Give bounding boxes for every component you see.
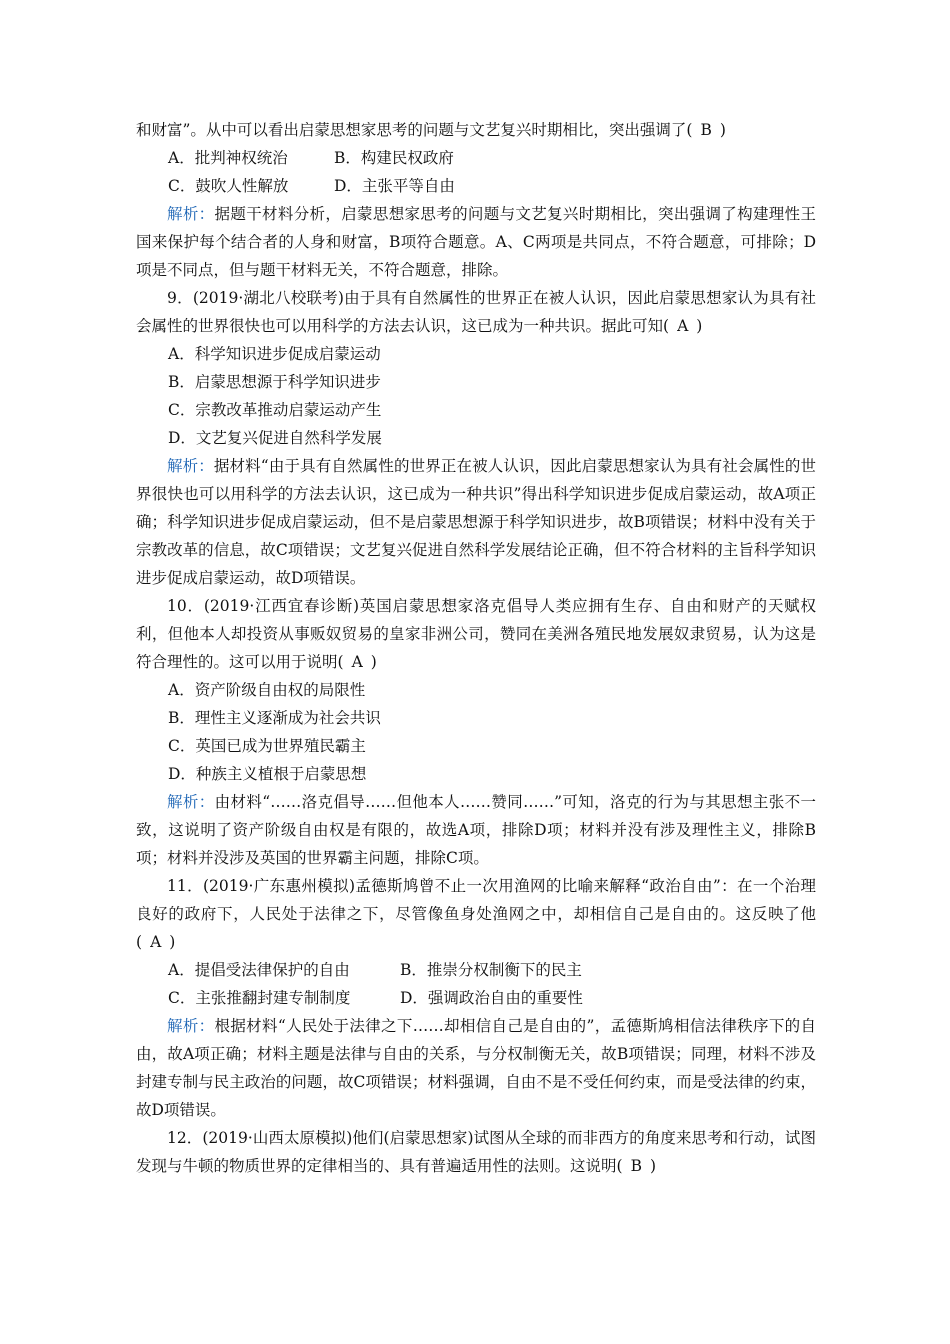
q11-analysis	[136, 1012, 816, 1124]
q8-close: )	[719, 121, 726, 139]
q12-close: )	[649, 1157, 657, 1175]
q9-option-b: B．启蒙思想源于科学知识进步	[168, 373, 381, 391]
q9-answer: A	[677, 317, 689, 335]
q11-options-row-2	[136, 984, 816, 1012]
q8-analysis	[136, 200, 816, 284]
q8-analysis-text: 据题干材料分析，启蒙思想家思考的问题与文艺复兴时期相比，突出强调了构建理性王国来保护每个结合者的人身和财富，B项符合题意。A、C两项是共同点，不符合题意，可排除；D项是不同点，但与题干材料无关，不符合题意，排除。	[136, 205, 816, 279]
q11-option-a: A．提倡受法律保护的自由	[168, 961, 350, 979]
q10-option-b: B．理性主义逐渐成为社会共识	[168, 709, 381, 727]
q10-close: )	[370, 653, 377, 671]
q11-close: )	[169, 933, 176, 951]
q10-analysis-label: 解析：	[167, 793, 215, 811]
q8-answer: B	[700, 121, 712, 139]
q11-answer: A	[150, 933, 162, 951]
q9-analysis-text: 据材料“由于具有自然属性的世界正在被人认识，因此启蒙思想家认为具有社会属性的世界很快也可以用科学的方法去认识，这已成为一种共识”得出科学知识进步促成启蒙运动，故A项正确；科学知识进步促成启蒙运动，但不是启蒙思想源于科学知识进步，故B项错误；材料中没有关于宗教改革的信息，故C项错误；文艺复兴促进自然科学发展结论正确，但不符合材料的主旨科学知识进步促成启蒙运动，故D项错误。	[136, 457, 816, 587]
q9-stem	[136, 284, 816, 340]
q8-options-row-1	[136, 144, 816, 172]
q8-option-a: A．批判神权统治	[168, 149, 288, 167]
q11-stem	[136, 872, 816, 956]
q9-close: )	[696, 317, 703, 335]
q9-option-d: D．文艺复兴促进自然科学发展	[168, 429, 382, 447]
q10-analysis-text: 由材料“……洛克倡导……但他本人……赞同……”可知，洛克的行为与其思想主张不一致，这说明了资产阶级自由权是有限的，故选A项，排除D项；材料并没有涉及理性主义，排除B项；材料并没涉及英国的世界霸主问题，排除C项。	[136, 793, 816, 867]
q8-options-row-2	[136, 172, 816, 200]
q11-option-b: B．推崇分权制衡下的民主	[400, 961, 582, 979]
q9-stem-text: 9．(2019·湖北八校联考)由于具有自然属性的世界正在被人认识，因此启蒙思想家认为具有社会属性的世界很快也可以用科学的方法去认识，这已成为一种共识。据此可知(	[136, 289, 816, 335]
q12-stem	[136, 1124, 816, 1180]
q10-option-d: D．种族主义植根于启蒙思想	[168, 765, 367, 783]
q8-stem-text: 和财富”。从中可以看出启蒙思想家思考的问题与文艺复兴时期相比，突出强调了(	[136, 121, 693, 139]
q9-option-a: A．科学知识进步促成启蒙运动	[168, 345, 381, 363]
q9-analysis-label: 解析：	[167, 457, 214, 475]
q10-stem	[136, 592, 816, 676]
q11-option-c: C．主张推翻封建专制制度	[168, 989, 351, 1007]
q10-analysis	[136, 788, 816, 872]
q11-option-d: D．强调政治自由的重要性	[400, 989, 583, 1007]
q12-stem-text: 12．(2019·山西太原模拟)他们(启蒙思想家)试图从全球的而非西方的角度来思考和行动，试图发现与牛顿的物质世界的定律相当的、具有普遍适用性的法则。这说明(	[136, 1129, 816, 1175]
q8-analysis-label: 解析：	[167, 205, 215, 223]
q8-stem	[136, 116, 816, 144]
q10-answer: A	[351, 653, 363, 671]
document-page	[136, 116, 816, 1180]
q8-option-c: C．鼓吹人性解放	[168, 177, 289, 195]
q10-option-c: C．英国已成为世界殖民霸主	[168, 737, 366, 755]
q8-option-d: D．主张平等自由	[334, 177, 455, 195]
q11-analysis-text: 根据材料“人民处于法律之下……却相信自己是自由的”，孟德斯鸠相信法律秩序下的自由，故A项正确；材料主题是法律与自由的关系，与分权制衡无关，故B项错误；同理，材料不涉及封建专制与民主政治的问题，故C项错误；材料强调，自由不是不受任何约束，而是受法律的约束，故D项错误。	[136, 1017, 816, 1119]
q10-stem-text: 10．(2019·江西宜春诊断)英国启蒙思想家洛克倡导人类应拥有生存、自由和财产的天赋权利，但他本人却投资从事贩奴贸易的皇家非洲公司，赞同在美洲各殖民地发展奴隶贸易，认为这是符合理性的。这可以用于说明(	[136, 597, 816, 671]
q9-option-c: C．宗教改革推动启蒙运动产生	[168, 401, 382, 419]
q11-options-row-1	[136, 956, 816, 984]
q12-answer: B	[630, 1157, 642, 1175]
q10-option-a: A．资产阶级自由权的局限性	[168, 681, 366, 699]
q11-stem-text: 11．(2019·广东惠州模拟)孟德斯鸠曾不止一次用渔网的比喻来解释“政治自由”：在一个治理良好的政府下，人民处于法律之下，尽管像鱼身处渔网之中，却相信自己是自由的。这反映了他(	[136, 877, 816, 951]
q9-analysis	[136, 452, 816, 592]
q8-option-b: B．构建民权政府	[334, 149, 454, 167]
q11-analysis-label: 解析：	[167, 1017, 215, 1035]
